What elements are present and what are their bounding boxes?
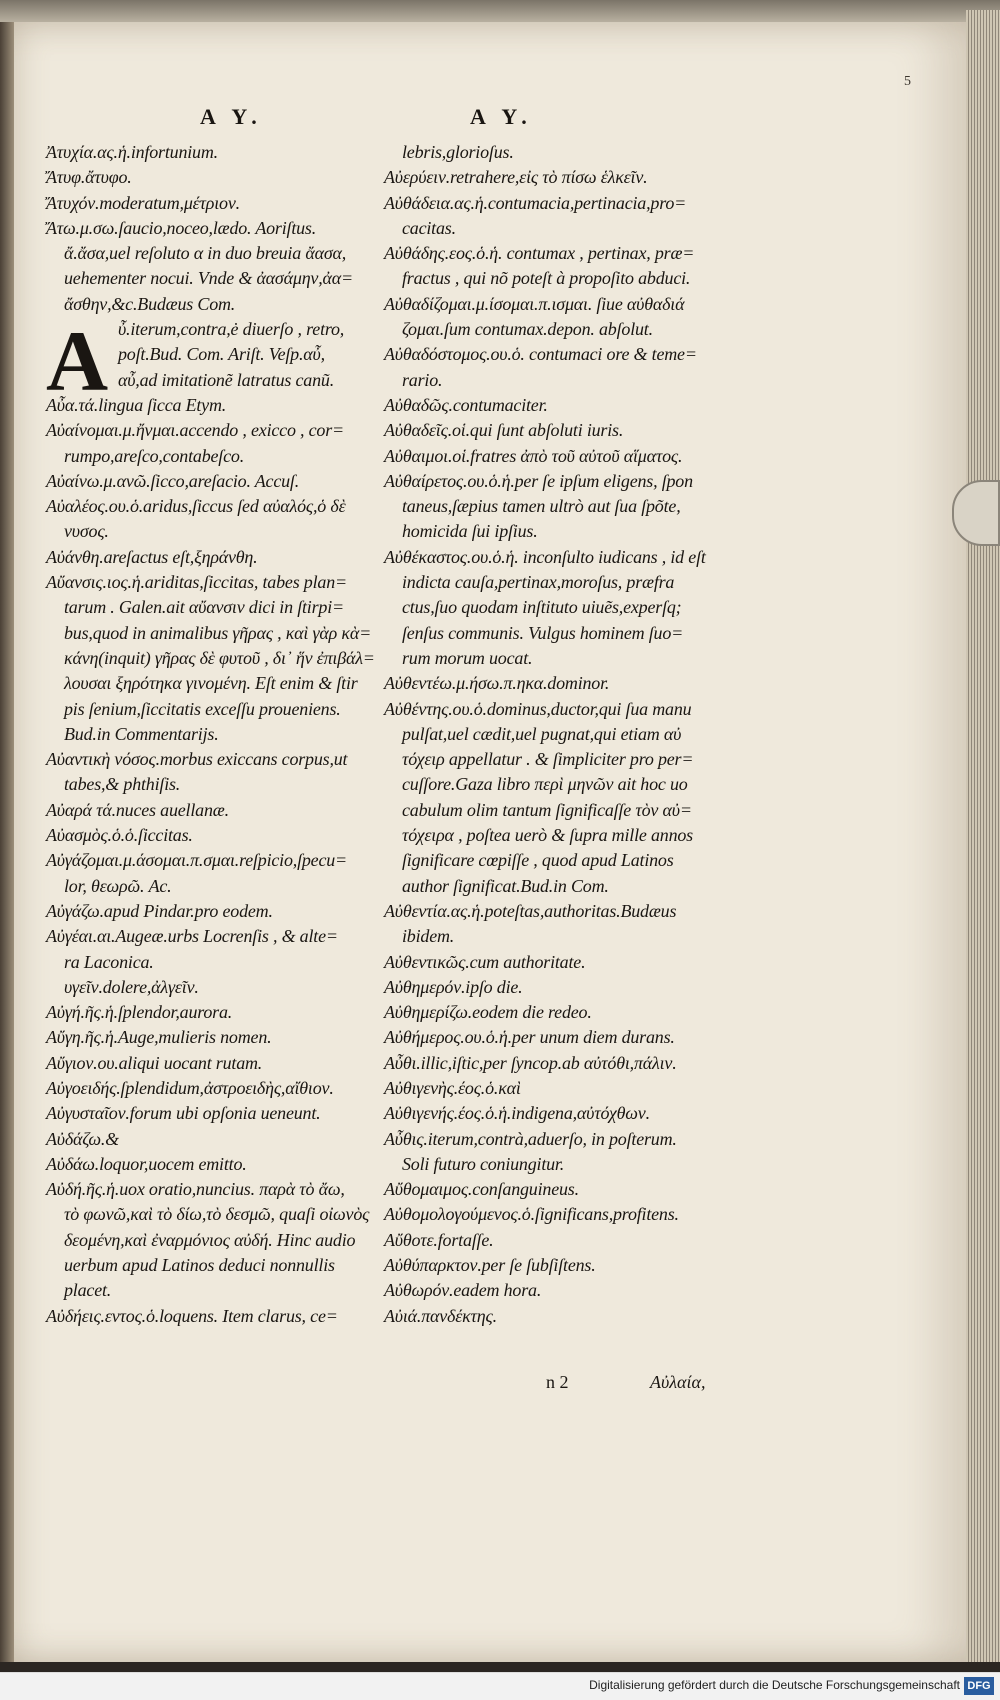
book-top-edge bbox=[0, 0, 1000, 22]
right-column-line: pulſat,uel cædit,uel pugnat,qui etiam αὐ bbox=[402, 723, 682, 744]
footer-bar bbox=[0, 1672, 1000, 1700]
left-column-line: Αὐαίνω.μ.ανῶ.ſicco,areſacio. Accuſ. bbox=[46, 470, 300, 491]
left-column-line: Ἀτυχία.ας.ἡ.infortunium. bbox=[46, 142, 218, 162]
right-column-line: lebris,glorioſus. bbox=[402, 142, 514, 162]
left-column-line: Bud.in Commentarijs. bbox=[64, 723, 219, 744]
left-column-line: αὖ,ad imitationẽ latratus canũ. bbox=[118, 369, 335, 390]
right-column-line: Αὐθαιμοι.οἱ.fratres ἀπὸ τοῦ αὐτοῦ αἵματος. bbox=[384, 445, 683, 466]
left-column-line: ὖ.iterum,contra,ė diuerſo , retro, bbox=[118, 319, 345, 340]
left-column-line: tabes,& phthiſis. bbox=[64, 774, 181, 795]
left-column-line: Αὐαντικὴ νόσος.morbus exiccans corpus,ut bbox=[46, 749, 348, 770]
left-column-line: Αὔγιον.ου.aliqui uocant rutam. bbox=[46, 1052, 263, 1073]
bookmark-tab bbox=[952, 480, 1000, 546]
left-column-line: tarum . Galen.ait αὔανσιν dici in ſtirpi= bbox=[64, 597, 344, 618]
right-column-line: cacitas. bbox=[402, 217, 456, 238]
left-column-line: pis ſenium,ſiccitatis exceſſu proueniens. bbox=[64, 698, 341, 719]
right-column-line: Αὐθέντης.ου.ὁ.dominus,ductor,qui ſua manu bbox=[384, 698, 692, 719]
left-column-line: lor, θεωρῶ. Ac. bbox=[64, 875, 172, 896]
left-column-line: υγεῖν.dolere,ἀλγεῖν. bbox=[64, 976, 199, 997]
left-column-line: Αὐαίνομαι.μ.ἤνμαι.accendo , exicco , cor= bbox=[46, 420, 344, 441]
left-column-line: Ἄτω.μ.σω.ſaucio,noceo,lædo. Aoriſtus. bbox=[46, 217, 317, 238]
right-column-line: Αὐθέκαστος.ου.ὁ.ἡ. inconſulto iudicans , id eſt bbox=[384, 546, 706, 567]
left-column-line: ἄσθην,&c.Budæus Com. bbox=[64, 293, 236, 314]
left-column-line: Αὐδή.ῆς.ἡ.uox oratio,nuncius. παρὰ τὸ ἄω, bbox=[46, 1179, 345, 1200]
left-column-line: κάνη(inquit) γῆρας δὲ φυτοῦ , δι᾽ ἥν ἐπιβάλ= bbox=[64, 647, 375, 668]
right-column-line: Αὐθαδῶς.contumaciter. bbox=[384, 394, 548, 415]
right-column-line: ζομαι.ſum contumax.depon. abſolut. bbox=[402, 319, 653, 340]
right-column-line: ſignificare cœpiſſe , quod apud Latinos bbox=[402, 850, 674, 871]
left-column-line: uehementer nocui. Vnde & ἀασάμην,ἀα= bbox=[64, 268, 353, 289]
right-column-line: rario. bbox=[402, 369, 443, 390]
right-column-line: fractus , qui nõ poteſt à propoſito abduci. bbox=[402, 268, 691, 289]
left-column-line: Αὐδάω.loquor,uocem emitto. bbox=[46, 1153, 247, 1174]
left-column-line: Αὐαρά τά.nuces auellanæ. bbox=[46, 799, 229, 820]
right-column-line: ctus,ſuo quodam inſtituto uiuẽs,experſq; bbox=[402, 597, 682, 618]
left-column-line: Αὐγή.ῆς.ἡ.ſplendor,aurora. bbox=[46, 1002, 233, 1023]
left-column-line: νυσος. bbox=[64, 521, 109, 542]
right-column bbox=[384, 140, 729, 1329]
left-column-line: Αὐγάζω.apud Pindar.pro eodem. bbox=[46, 900, 273, 921]
right-column-line: Αὐερύειν.retrahere,εἰς τὸ πίσω ἑλκεῖν. bbox=[384, 167, 648, 188]
page-stack-edge bbox=[966, 10, 1000, 1662]
right-column-line: indicta cauſa,pertinax,moroſus, præfra bbox=[402, 572, 675, 593]
right-column-line: Αὐθαδόστομος.ου.ὁ. contumaci ore & teme= bbox=[384, 344, 697, 365]
left-column bbox=[46, 140, 376, 1329]
right-column-line: Αὐιά.πανδέκτης. bbox=[384, 1305, 497, 1326]
right-column-line: Αὐθιγενής.έος.ὁ.ἡ.indigena,αὐτόχθων. bbox=[384, 1103, 650, 1124]
left-column-line: Αὐγέαι.αι.Augeæ.urbs Locrenſis , & alte= bbox=[46, 926, 338, 947]
right-column-line: Αὔθοτε.fortaſſe. bbox=[384, 1229, 494, 1250]
right-running-head: A Y. bbox=[470, 104, 533, 129]
right-column-line: Αὐθύπαρκτον.per ſe ſubſiſtens. bbox=[384, 1255, 596, 1276]
right-column-line: Αὐθωρόν.eadem hora. bbox=[384, 1280, 542, 1301]
right-column-line: author ſignificat.Bud.in Com. bbox=[402, 875, 609, 896]
right-column-line: Αὐθεντία.ας.ἡ.poteſtas,authoritas.Budæus bbox=[384, 900, 677, 921]
signature-mark: n 2 bbox=[546, 1372, 569, 1392]
right-column-line: Soli futuro coniungitur. bbox=[402, 1153, 565, 1174]
right-column-line: τόχειρ appellatur . & ſimpliciter pro per= bbox=[402, 749, 694, 770]
right-column-line: Αὐθημερόν.ipſo die. bbox=[384, 976, 523, 997]
book-binding-gutter bbox=[0, 22, 14, 1662]
right-column-line: homicida ſui ipſius. bbox=[402, 521, 538, 542]
footer-credit: Digitalisierung gefördert durch die Deutsche Forschungsgemeinschaft bbox=[589, 1678, 960, 1692]
left-column-line: τὸ φωνῶ,καὶ τὸ δίω,τὸ δεσμῶ, quaſi οἰωνὸς bbox=[64, 1204, 370, 1225]
right-column-line: Αὐθομολογούμενος.ὁ.ſignificans,profitens. bbox=[384, 1204, 679, 1225]
left-column-line: poſt.Bud. Com. Ariſt. Veſp.αὖ, bbox=[118, 344, 325, 365]
left-column-line: Αὖα.τά.lingua ſicca Etym. bbox=[46, 394, 227, 415]
left-column-line: Αὐγυσταῖον.forum ubi opſonia ueneunt. bbox=[46, 1103, 321, 1124]
dfg-logo-icon[interactable]: DFG bbox=[964, 1677, 994, 1695]
left-column-line: placet. bbox=[64, 1280, 112, 1301]
right-column-line: Αὐθάδης.εος.ὁ.ἡ. contumax , pertinax, præ= bbox=[384, 243, 695, 264]
right-column-line: cabulum olim tantum ſignificaſſe τὸν αὐ= bbox=[402, 799, 692, 820]
right-column-line: Αὐθημερίζω.eodem die redeo. bbox=[384, 1002, 592, 1023]
left-column-line: λουσαι ξηρότηκα γινομένη. Eſt enim & ſtir bbox=[64, 673, 358, 694]
left-column-line: Ἄτυφ.ἄτυφο. bbox=[46, 167, 132, 188]
right-column-line: Αὐθιγενὴς.έος.ὁ.καὶ bbox=[384, 1077, 521, 1098]
left-column-line: bus,quod in animalibus γῆρας , καὶ γὰρ κὰ= bbox=[64, 622, 372, 643]
page-mark: 5 bbox=[904, 74, 911, 89]
right-column-line: ſenſus communis. Vulgus hominem ſuo= bbox=[402, 622, 684, 643]
right-column-line: Αὐθαδεῖς.οἱ.qui ſunt abſoluti iuris. bbox=[384, 420, 624, 441]
right-column-line: cuſſore.Gaza libro περὶ μηνῶν ait hoc uo bbox=[402, 774, 688, 795]
right-column-line: Αὖθις.iterum,contrà,aduerſo, in poſterum. bbox=[384, 1128, 677, 1149]
left-column-line: uerbum apud Latinos deduci nonnullis bbox=[64, 1255, 335, 1276]
right-column-line: Αὖθι.illic,iſtic,per ſyncop.ab αὐτόθι,πάλιν. bbox=[384, 1052, 677, 1073]
left-column-line: ra Laconica. bbox=[64, 951, 154, 972]
left-column-line: Αὐδάζω.& bbox=[46, 1128, 119, 1149]
right-column-line: taneus,ſæpius tamen ultrò aut ſua ſpõte, bbox=[402, 496, 681, 517]
right-column-line: rum morum uocat. bbox=[402, 647, 533, 668]
right-column-line: Αὐθάδεια.ας.ἡ.contumacia,pertinacia,pro= bbox=[384, 192, 687, 213]
catchword: Αὐλαία, bbox=[650, 1372, 706, 1392]
right-column-line: Αὐθεντικῶς.cum authoritate. bbox=[384, 951, 586, 972]
left-column-line: Αὐδήεις.εντος.ὁ.loquens. Item clarus, ce= bbox=[46, 1305, 338, 1326]
left-column-line: Αὐαλέος.ου.ὁ.aridus,ſiccus ſed αὐαλός,ὁ δὲ bbox=[46, 496, 346, 517]
right-column-line: Αὔθομαιμος.conſanguineus. bbox=[384, 1179, 579, 1200]
right-column-line: τόχειρα , poſtea uerò & ſupra mille annos bbox=[402, 825, 693, 846]
left-column-line: δεομένη,καὶ ἐναρμόνιος αὐδή. Hinc audio bbox=[64, 1229, 356, 1250]
right-column-line: Αὐθεντέω.μ.ήσω.π.ηκα.dominor. bbox=[384, 673, 610, 694]
left-column-line: Αὐγάζομαι.μ.άσομαι.π.σμαι.reſpicio,ſpecu= bbox=[46, 850, 348, 871]
left-column-line: ἄ.ἄσα,uel reſoluto α in duo breuia ἄασα, bbox=[64, 243, 347, 264]
left-column-line: Αὐγοειδής.ſplendidum,ἀστροειδὴς,αἴθιον. bbox=[46, 1077, 334, 1098]
left-column-line: Αὔανσις.ιος.ἡ.ariditas,ſiccitas, tabes plan= bbox=[46, 572, 347, 593]
right-column-line: Αὐθαδίζομαι.μ.ίσομαι.π.ισμαι. ſiue αὐθαδιά bbox=[384, 293, 685, 314]
right-column-line: Αὐθήμερος.ου.ὁ.ἡ.per unum diem durans. bbox=[384, 1027, 675, 1048]
left-running-head: A Y. bbox=[200, 104, 263, 129]
left-column-line: Αὔγη.ῆς.ἡ.Auge,mulieris nomen. bbox=[46, 1027, 272, 1048]
drop-cap-initial: A bbox=[46, 313, 109, 409]
left-column-line: Ἄτυχόν.moderatum,μέτριον. bbox=[46, 192, 240, 213]
left-column-line: rumpo,areſco,contabeſco. bbox=[64, 445, 244, 466]
right-column-line: Αὐθαίρετος.ου.ὁ.ἡ.per ſe ipſum eligens, ſpon bbox=[384, 470, 693, 491]
left-column-line: Αὐασμὸς.ὁ.ὁ.ſiccitas. bbox=[46, 825, 193, 846]
left-column-line: Αὐάνθη.areſactus eſt,ξηράνθη. bbox=[46, 546, 258, 567]
right-column-line: ibidem. bbox=[402, 926, 455, 947]
